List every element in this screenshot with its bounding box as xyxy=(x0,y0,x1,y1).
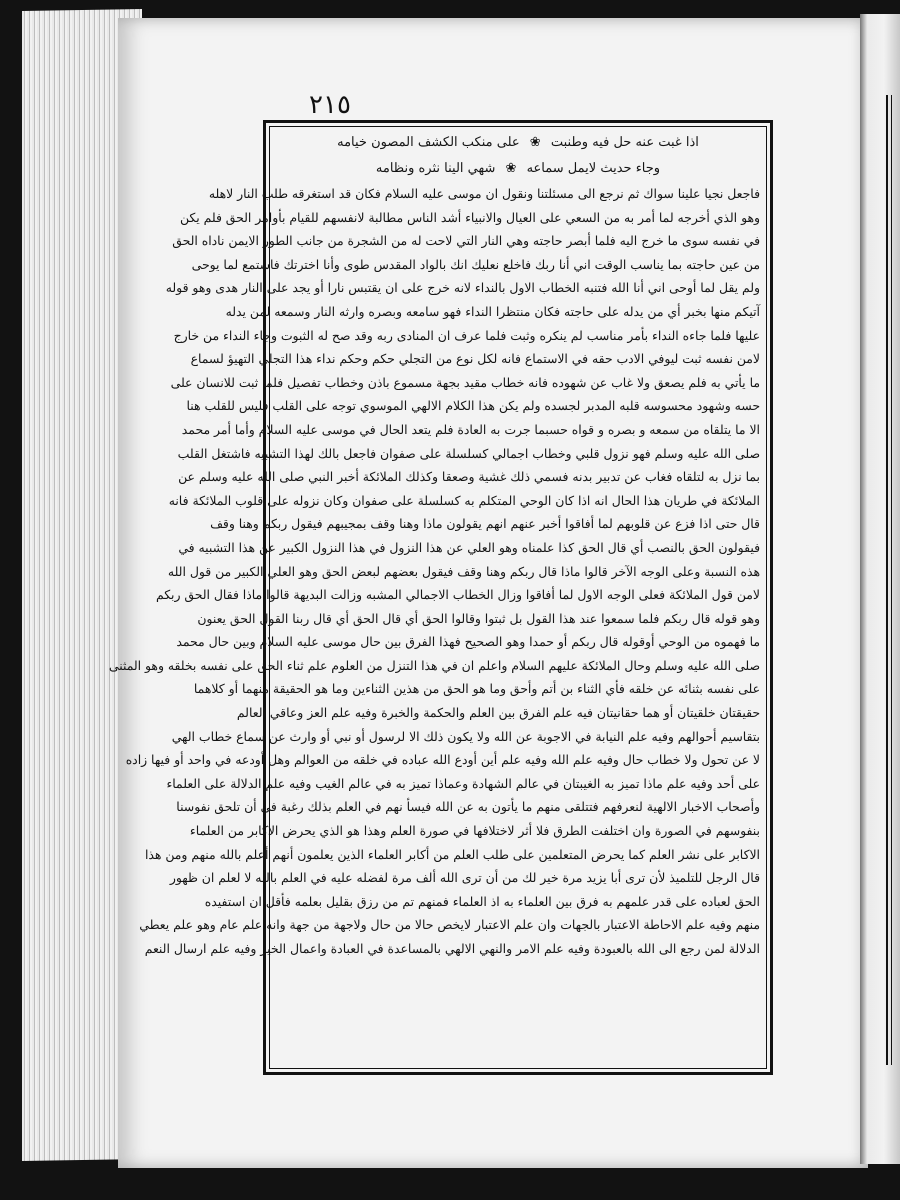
text-line: صلى الله عليه وسلم فهو نزول قلبي وخطاب اجمالي كسلسلة على صفوان فاجعل بالك لهذا التشبيه فاشتغل القلب xyxy=(177,445,760,461)
verse-separator: ❀ xyxy=(529,135,541,150)
verse-separator: ❀ xyxy=(505,161,517,176)
text-line: لا عن تحول ولا خطاب حال وفيه علم الله وفيه علم أين أودع الله عباده في خلقه من العوالم وهل أودعه في واحد أو فيها زاده xyxy=(125,752,760,768)
verse-hemistich-right: وجاء حديث لايمل سماعه xyxy=(526,161,661,176)
text-line: صلى الله عليه وسلم وحال الملائكة عليهم السلام واعلم ان في هذا التنزل من العلوم علم ثناء الحق على نفسه بخلقه وهو المثنى xyxy=(108,657,760,673)
text-line: الاكابر على نشر العلم كما يحرض المتعلمين على طلب العلم من أكابر العلماء الذين يعلمون أنهم أعلم بالله منهم ومن هذا xyxy=(144,846,760,862)
facing-page-border-inner xyxy=(891,95,892,1065)
facing-page-border xyxy=(886,95,888,1065)
text-line: بتقاسيم أحوالهم وفيه علم النيابة في الاجوبة عن الله ولا يكون ذلك الا لرسول أو نبي أو وارث عن سماع خطاب الهي xyxy=(171,728,760,744)
verse-line xyxy=(276,156,760,182)
text-line: حسه وشهود محسوسه قلبه المدبر لجسده ولم يكن هذا الكلام الالهي الموسوي توجه على القلب فليس للقلب هنا xyxy=(186,398,760,414)
body-text xyxy=(108,182,760,961)
page-number: ٢١٥ xyxy=(309,90,351,120)
text-line: عليها فلما جاءه النداء بأمر مناسب لم ينكره وثبت فلما عرف ان المنادى ربه وقد صح له الثبوت وجاء النداء من خارج xyxy=(173,327,760,343)
text-line: ما فهموه من الوحي أوقوله قال ربكم أو حمدا وهو الصحيح فهذا الفرق بين حال موسى عليه السلام وبين حال محمد xyxy=(176,634,760,650)
facing-page-edge xyxy=(860,14,900,1164)
text-line: فاجعل نجيا علينا سواك ثم نرجع الى مسئلتنا ونقول ان موسى عليه السلام فكان قد استغرقه طلب النار لاهله xyxy=(208,186,760,201)
text-line: على أحد وفيه علم ماذا تميز به الغيبتان في عالم الشهادة وعماذا تميز به في عالم الغيب وفيه علم الدلالة على العلماء xyxy=(166,775,760,791)
text-line: قال حتى اذا فزع عن قلوبهم لما أفاقوا أخبر عنهم انهم يقولون ماذا وهنا وقف بمجيبهم فيقول ربكم وهنا وقف xyxy=(210,516,760,532)
text-line: ما يأتي به فلم يصعق ولا غاب عن شهوده فانه خطاب مقيد بجهة مسموع باذن وخطاب تفصيل فلما ثبت للانسان على xyxy=(170,374,760,390)
verse-line xyxy=(276,130,760,156)
text-line: بنفوسهم في الصورة وان اختلفت الطرق فلا أثر لاختلافها في صورة العلم وهذا هو الذي يحرض الاكابر من العلماء xyxy=(189,823,760,839)
page-text xyxy=(108,130,760,1065)
text-line: آتيكم منها بخبر أي من يدله على حاجته فكان منتظرا النداء فهو سامعه وبصره وارثه النار وسمعه لمن يدله xyxy=(225,303,760,319)
text-line: منهم وفيه علم الاحاطة الاعتبار بالجهات وان علم الاعتبار لايخص حالا من حال ولاجهة من جهة وانه علم عام وهو علم يعطي xyxy=(139,917,760,933)
text-line: لامن قول الملائكة فعلى الوجه الاول لما أفاقوا وزال الخطاب الاجمالي المشبه وزالت البديهة قالوا ماذا فقال الحق ربكم xyxy=(155,587,760,603)
text-line: فيقولون الحق بالنصب أي قال الحق كذا علمناه وهو العلي عن هذا النزول في هذا النزول الكبير عن هذا التشبيه في xyxy=(178,539,760,555)
verse-hemistich-left: شهي الينا نثره ونظامه xyxy=(375,161,496,176)
text-line: لامن نفسه ثبت ليوفي الادب حقه في الاستماع فانه لكل نوع من التجلي حكم وحكم نداء هذا التجلي التهيؤ لسماع xyxy=(190,351,760,367)
text-line: الحق لعباده على قدر علمهم به فرق بين العلماء به اذ العلماء فمنهم تم من رزق بقليل بعلمه فأقل ان استفيده xyxy=(204,893,760,909)
text-line: على نفسه بثنائه عن خلقه فأي الثناء بن أتم وأحق وما هو الحق من هذين الثناءين وما هو الحقيقة منهما أو كلاهما xyxy=(193,681,760,697)
text-line: قال الرجل للتلميذ لأن ترى أبا يزيد مرة خير لك من أن ترى الله ألف مرة لفضله عليه في العلم بالله لا لعلم ان ظهور xyxy=(169,870,760,886)
text-line: بما نزل به لتلقاه فغاب عن تدبير بدنه فسمي ذلك غشية وصعقا وكذلك الملائكة أخبر النبي صلى الله عليه وسلم عن xyxy=(178,469,760,485)
text-line: وهو قوله قال ربكم فلما سمعوا عند هذا القول بل ثبتوا وقالوا الحق أي قال الحق أي قال ربنا القول الحق يعنون xyxy=(197,610,760,626)
verse-hemistich-left: على منكب الكشف المصون خيامه xyxy=(337,135,520,150)
text-line: حقيقتان خلقيتان أو هما حقانيتان فيه علم الفرق بين العلم والحكمة والخبرة وفيه علم العز وعاقي العالم xyxy=(236,705,760,721)
text-line: الملائكة في طريان هذا الحال انه اذا كان الوحي المتكلم به كسلسلة على صفوان وكان نزوله على قلوب الملائكة فانه xyxy=(168,492,760,508)
verse-hemistich-right: اذا غبت عنه حل فيه وطنبت xyxy=(550,135,699,150)
text-line: هذه النسبة وعلى الوجه الآخر قالوا ماذا قال ربكم وهنا وقف فيقول بعضهم لبعض الحق وهو العلي الكبير من قول الله xyxy=(167,563,760,579)
text-line: الدلالة لمن رجع الى الله بالعبودة وفيه علم الامر والنهي الالهي بالمساعدة في العبادة واعمال الخير وفيه علم ارسال النعم xyxy=(144,941,760,956)
text-line: من عين حاجته بما يناسب الوقت اني أنا ربك فاخلع نعليك انك بالواد المقدس طوى وأنا اخترتك فاستمع لما يوحى xyxy=(191,256,760,272)
text-line: وأصحاب الاخبار الالهية لنعرفهم فتتلقى منهم ما يأتون به عن الله فيسأ نهم في العلم بذلك رغبة في أن تلحق نفوسنا xyxy=(176,799,760,815)
text-line: في نفسه سوى ما خرج اليه فلما أبصر حاجته وهي النار التي لاحت له من الشجرة من جانب الطور الايمن ناداه الحق xyxy=(172,233,760,249)
text-line: الا ما يتلقاه من سمعه و بصره و قواه حسبما جرت به العادة فلم يتعد الحال في موسى عليه السلام وأما أمر محمد xyxy=(181,421,760,437)
text-line: ولم يقل لما أوحى اني أنا الله فتنبه الخطاب الاول بالنداء لانه خرج على ان يقتبس نارا أو يجد على النار هدى وهو قوله xyxy=(165,280,760,296)
text-line: وهو الذي أخرجه لما أمر به من السعي على العيال والانبياء أشد الناس مطالبة لانفسهم للقيام بأوامر الحق فلم يكن xyxy=(179,209,760,225)
